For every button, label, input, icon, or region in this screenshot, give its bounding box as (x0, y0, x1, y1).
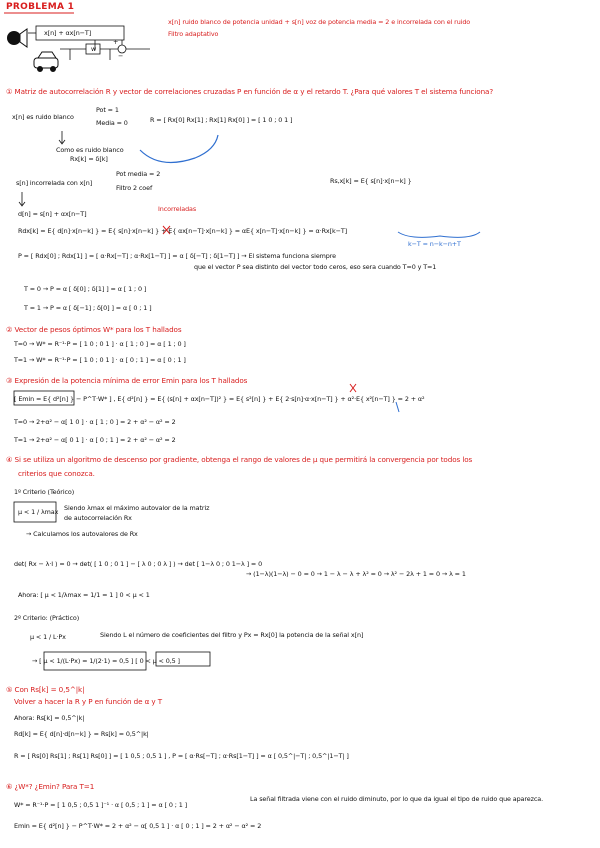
q4-criterion-1-det: det( Rx − λ·I ) = 0 → det( [ 1 0 ; 0 1 ] − [ λ 0 ; 0 λ ] ) → det [ 1−λ 0 ; 0 1−λ ] = 0 (14, 560, 263, 568)
q5-line-2: Rd[k] = E{ d[n]·d[n−k] } = Rs[k] = 0,5^|k| (14, 730, 149, 738)
intro-line-1: x[n] ruido blanco de potencia unidad + s[n] voz de potencia media = 2 e incorrelada con el ruido (168, 18, 471, 26)
q4-heading-2: criterios que conozca. (18, 469, 95, 478)
q3-line-2: T=0 → 2+α² − α[ 1 0 ] · α [ 1 ; 0 ] = 2 + α² − α² = 2 (14, 418, 176, 426)
q1-note-kt: k−T = n−k−n+T (408, 240, 461, 248)
q1-line-5b: Pot media = 2 (116, 170, 161, 178)
q1-line-5d: Rs,x[k] = E{ s[n]·x[n−k] } (330, 177, 412, 185)
diagram-w: w (91, 45, 97, 53)
q4-criterion-2-desc: Siendo L el número de coeficientes del filtro y Px = Rx[0] la potencia de la señal x[n] (100, 631, 364, 639)
car-icon (34, 52, 58, 72)
q4-criterion-2-result: → [ μ < 1/(L·Px) = 1/(2·1) = 0,5 ] [ 0 < μ < 0,5 ] (32, 657, 180, 665)
q5-heading-2: Volver a hacer la R y P en función de α y T (14, 697, 163, 706)
q1-note-incorreladas: Incorreladas (158, 205, 197, 213)
q1-line-7: Rdx[k] = E{ d[n]·x[n−k] } = E{ s[n]·x[n−k] } + E{ αx[n−T]·x[n−k] } = αE{ x[n−T]·x[n−k] } = α·Rx[k−T] (18, 227, 348, 235)
page-title: PROBLEMA 1 (6, 2, 75, 12)
q1-line-2: R = [ Rx[0] Rx[1] ; Rx[1] Rx[0] ] = [ 1 0 ; 0 1 ] (150, 116, 293, 124)
q4-criterion-2-formula: μ < 1 / L·Px (30, 633, 66, 641)
q2-heading: ② Vector de pesos óptimos W* para los T hallados (6, 325, 182, 334)
diagram-minus: − (118, 52, 124, 60)
q4-criterion-1-result: Ahora: [ μ < 1/λmax = 1/1 = 1 ] 0 < μ < 1 (18, 591, 150, 599)
intro-line-2: Filtro adaptativo (168, 30, 219, 38)
q3-heading: ③ Expresión de la potencia mínima de error Emin para los T hallados (6, 376, 248, 385)
q3-line-3: T=1 → 2+α² − α[ 0 1 ] · α [ 0 ; 1 ] = 2 + α² − α² = 2 (14, 436, 176, 444)
q1-line-3: Como es ruido blanco (56, 146, 124, 154)
q2-line-1: T=0 → W* = R⁻¹·P = [ 1 0 ; 0 1 ] · α [ 1 ; 0 ] = α [ 1 ; 0 ] (14, 340, 186, 348)
q6-heading: ⑥ ¿W*? ¿Emin? Para T=1 (6, 782, 95, 791)
q5-line-3: R = [ Rs[0] Rs[1] ; Rs[1] Rs[0] ] = [ 1 0,5 ; 0,5 1 ] , P = [ α·Rs[−T] ; α·Rs[1−T] ] = α [ 0,5^|−T| ; 0,5^|1−T| ] (14, 752, 349, 760)
q4-criterion-1-title: 1º Criterio (Teórico) (14, 488, 75, 496)
q3-line-1: [ Emin = E{ d²[n] } − P^T·W* ] , E{ d²[n] } = E{ (s[n] + αx[n−T])² } = E{ s²[n] } + E{ 2·s[n]·α·x[n−T] } + α²·E{ x²[n−T] } = 2 + α² (14, 395, 425, 403)
q1-heading: ① Matriz de autocorrelación R y vector de correlaciones cruzadas P en función de α y el retardo T. ¿Para qué valores T el sistema funciona? (6, 87, 494, 96)
q1-line-10: T = 1 → P = α [ δ[−1] ; δ[0] ] = α [ 0 ; 1 ] (24, 304, 152, 312)
q1-line-8: P = [ Rdx[0] ; Rdx[1] ] = [ α·Rx[−T] ; α·Rx[1−T] ] = α [ δ[−T] ; δ[1−T] ] → El sistema funciona siempre (18, 252, 336, 260)
q1-line-5c: Filtro 2 coef (116, 184, 153, 192)
q6-note: La señal filtrada viene con el ruido diminuto, por lo que da igual el tipo de ruido que aparezca. (250, 795, 544, 803)
q4-criterion-1-desc-1: Siendo λmax el máximo autovalor de la matriz (64, 504, 210, 512)
diagram-equation: x[n] + αx[n−T] (44, 29, 92, 37)
q1-line-1b: Pot = 1 (96, 106, 119, 114)
q1-line-8b: que el vector P sea distinto del vector todo ceros, eso sera cuando T=0 y T=1 (194, 263, 437, 271)
q1-line-1: x[n] es ruido blanco (12, 113, 74, 121)
q5-heading: ⑤ Con Rs[k] = 0,5^|k| (6, 685, 85, 694)
q4-heading: ④ Si se utiliza un algoritmo de descenso por gradiente, obtenga el rango de valores de μ que permitirá la convergencia por todos los (6, 455, 473, 464)
q1-line-4: Rx[k] = δ[k] (70, 155, 108, 163)
q4-criterion-1-desc-3: → Calculamos los autovalores de Rx (26, 530, 138, 538)
q4-criterion-1-desc-2: de autocorrelación Rx (64, 514, 132, 522)
q1-line-9: T = 0 → P = α [ δ[0] ; δ[1] ] = α [ 1 ; 0 ] (24, 285, 147, 293)
q1-line-1c: Media = 0 (96, 119, 128, 127)
diagram-plus: + (113, 38, 119, 46)
q4-criterion-2-title: 2º Criterio: (Práctico) (14, 614, 80, 622)
q4-criterion-1-solve: → (1−λ)(1−λ) − 0 = 0 → 1 − λ − λ + λ² = 0 → λ² − 2λ + 1 = 0 → λ = 1 (246, 570, 466, 578)
q1-line-5: s[n] incorrelada con x[n] (16, 179, 93, 187)
q6-line-1: W* = R⁻¹·P = [ 1 0,5 ; 0,5 1 ]⁻¹ · α [ 0,5 ; 1 ] = α [ 0 ; 1 ] (14, 801, 188, 809)
q2-line-2: T=1 → W* = R⁻¹·P = [ 1 0 ; 0 1 ] · α [ 0 ; 1 ] = α [ 0 ; 1 ] (14, 356, 186, 364)
q1-line-6: d[n] = s[n] + αx[n−T] (18, 210, 87, 218)
speaker-icon (7, 29, 27, 47)
q5-line-1: Ahora: Rs[k] = 0,5^|k| (14, 714, 85, 722)
q6-line-2: Emin = E{ d²[n] } − P^T·W* = 2 + α² − α[ 0,5 1 ] · α [ 0 ; 1 ] = 2 + α² − α² = 2 (14, 822, 262, 830)
q4-criterion-1-formula: μ < 1 / λmax (18, 508, 59, 516)
